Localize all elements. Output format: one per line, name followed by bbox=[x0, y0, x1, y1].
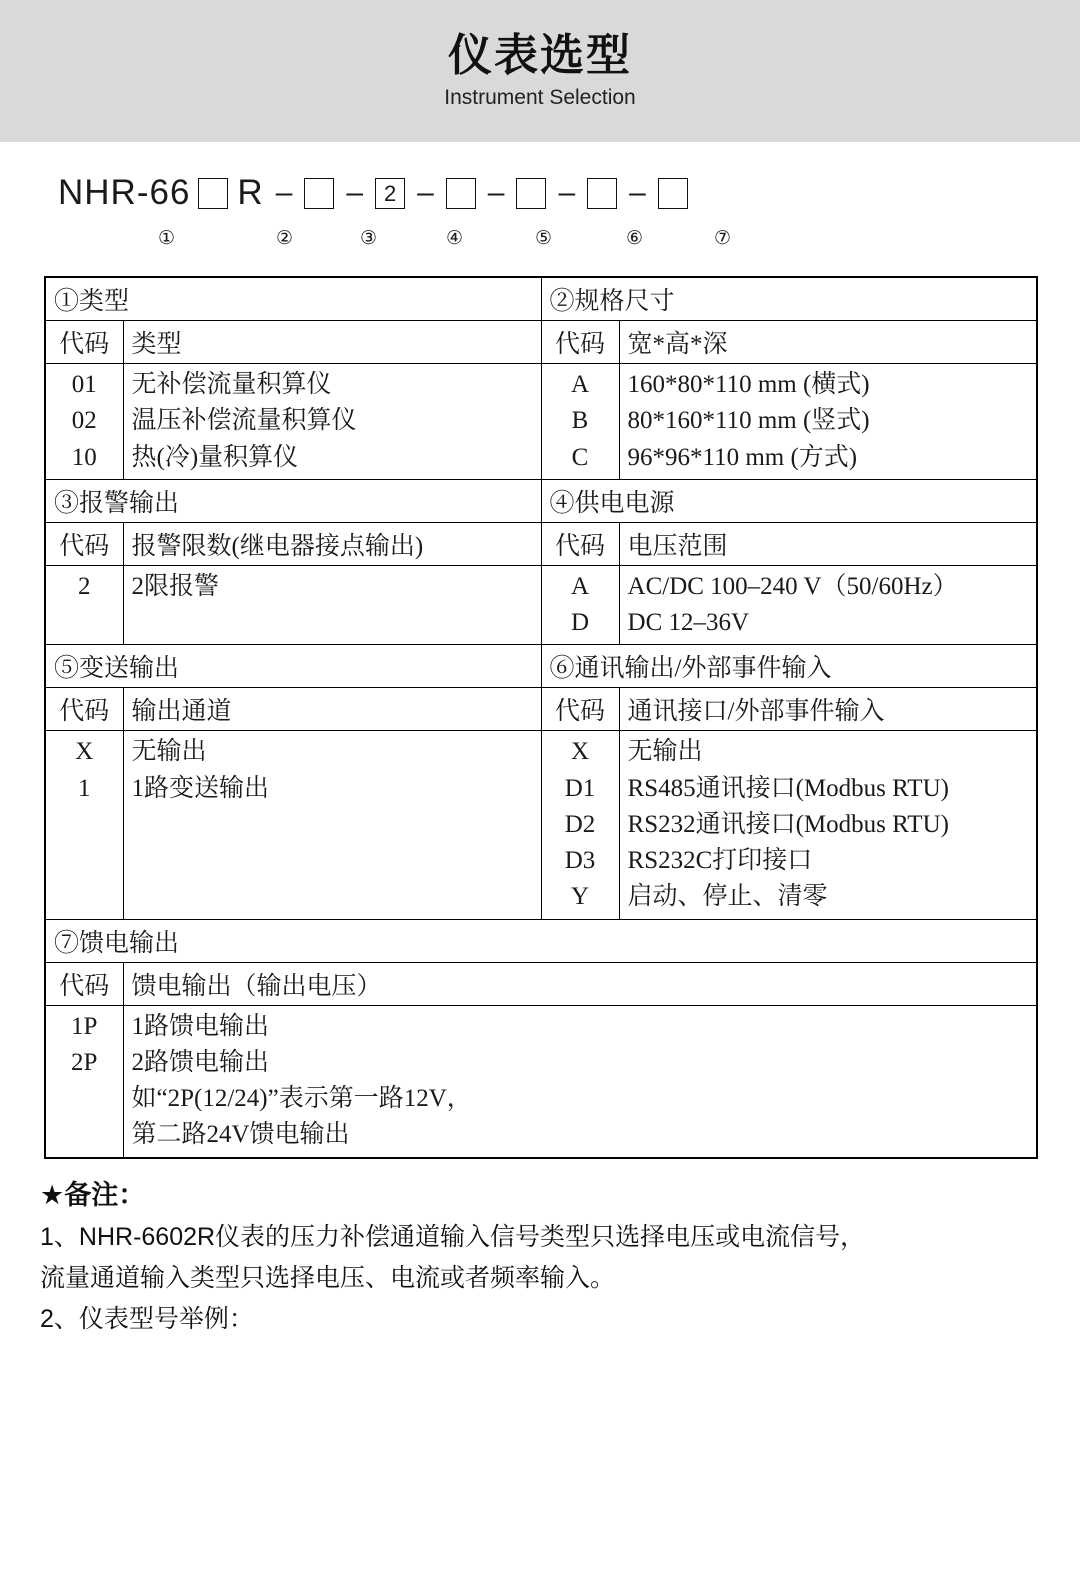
s7-code-header: 代码 bbox=[45, 962, 123, 1005]
table-row bbox=[45, 919, 1037, 962]
page-subtitle: Instrument Selection bbox=[444, 86, 636, 110]
s3-code-header: 代码 bbox=[45, 522, 123, 565]
dash-3: – bbox=[417, 176, 434, 209]
s4-codes bbox=[541, 565, 619, 645]
section-heading-5: ⑤变送输出 bbox=[45, 645, 541, 688]
s5-value-header: 输出通道 bbox=[123, 688, 541, 731]
model-code-row bbox=[58, 166, 1080, 220]
table-row bbox=[45, 962, 1037, 1005]
marker-2: ② bbox=[276, 228, 294, 249]
s1-code-0: 01 bbox=[71, 371, 97, 398]
s7-code-1: 2P bbox=[71, 1048, 98, 1076]
s3-value-0: 2限报警 bbox=[131, 572, 220, 600]
table-row bbox=[45, 731, 1037, 919]
section-heading-7: ⑦馈电输出 bbox=[45, 919, 1037, 962]
selection-table bbox=[44, 276, 1038, 1159]
s5-value-1: 1路变送输出 bbox=[131, 774, 270, 802]
notes-title: ★备注： bbox=[40, 1179, 146, 1210]
code-box-7[interactable] bbox=[658, 178, 688, 209]
s2-value-2: 96*96*110 mm (方式) bbox=[627, 443, 858, 471]
table-row bbox=[45, 645, 1037, 688]
marker-7: ⑦ bbox=[714, 228, 732, 249]
s3-value-header: 报警限数(继电器接点输出) bbox=[123, 522, 541, 565]
s2-value-1: 80*160*110 mm (竖式) bbox=[627, 407, 870, 435]
s6-value-1: RS485通讯接口(Modbus RTU) bbox=[627, 774, 949, 802]
s6-code-0: X bbox=[570, 738, 590, 766]
dash-4: – bbox=[487, 176, 505, 209]
s4-value-header: 电压范围 bbox=[619, 522, 1037, 565]
code-box-5[interactable] bbox=[516, 178, 546, 209]
s7-value-0: 1路馈电输出 bbox=[131, 1012, 270, 1040]
code-box-4[interactable] bbox=[446, 178, 476, 209]
table-row bbox=[45, 522, 1037, 565]
s5-code-1: 1 bbox=[78, 774, 91, 802]
section-heading-6: ⑥通讯输出/外部事件输入 bbox=[541, 645, 1037, 688]
s2-value-0: 160*80*110 mm (横式) bbox=[627, 371, 870, 398]
table-row bbox=[45, 565, 1037, 645]
s2-code-1: B bbox=[571, 407, 589, 435]
table-row bbox=[45, 479, 1037, 522]
marker-5: ⑤ bbox=[535, 228, 553, 249]
s7-extra-line-1: 如“2P(12/24)”表示第一路12V， bbox=[131, 1085, 472, 1112]
s1-value-1: 温压补偿流量积算仪 bbox=[131, 407, 357, 435]
s5-values bbox=[123, 731, 541, 919]
s1-value-2: 热(冷)量积算仪 bbox=[131, 443, 299, 471]
s7-value-1: 2路馈电输出 bbox=[131, 1048, 270, 1076]
dash-2: – bbox=[346, 176, 364, 209]
s2-value-header: 宽*高*深 bbox=[619, 321, 1037, 364]
table-row bbox=[45, 1005, 1037, 1158]
s7-codes bbox=[45, 1005, 123, 1158]
s6-code-2: D2 bbox=[564, 810, 596, 838]
table-row bbox=[45, 321, 1037, 364]
s7-code-0: 1P bbox=[71, 1012, 98, 1040]
s6-value-0: 无输出 bbox=[627, 738, 703, 766]
s6-code-1: D1 bbox=[564, 774, 596, 802]
code-box-3[interactable]: 2 bbox=[375, 178, 405, 209]
s5-codes bbox=[45, 731, 123, 919]
s5-code-0: X bbox=[75, 738, 94, 766]
s4-code-header: 代码 bbox=[541, 522, 619, 565]
s3-codes bbox=[45, 565, 123, 645]
table-row bbox=[45, 277, 1037, 321]
s7-value-header: 馈电输出（输出电压） bbox=[123, 962, 1037, 1005]
dash-1: – bbox=[275, 176, 293, 209]
s6-value-3: RS232C打印接口 bbox=[627, 847, 813, 874]
note-1-line-2: 流量通道输入类型只选择电压、电流或者频率输入。 bbox=[40, 1264, 616, 1293]
s3-code-0: 2 bbox=[78, 572, 91, 600]
note-1-line-1: 1、NHR-6602R仪表的压力补偿通道输入信号类型只选择电压或电流信号， bbox=[40, 1223, 866, 1252]
marker-1: ① bbox=[158, 228, 176, 249]
s1-codes bbox=[45, 364, 123, 480]
s5-value-0: 无输出 bbox=[131, 738, 207, 766]
s1-code-2: 10 bbox=[71, 443, 97, 471]
dash-6: – bbox=[629, 176, 646, 209]
section-heading-4: ④供电电源 bbox=[541, 479, 1037, 522]
page-title: 仪表选型 bbox=[448, 30, 632, 80]
notes-section bbox=[40, 1175, 1040, 1339]
marker-6: ⑥ bbox=[626, 228, 644, 249]
marker-3: ③ bbox=[360, 228, 378, 249]
s4-value-1: DC 12–36V bbox=[627, 609, 750, 636]
section-heading-2: ②规格尺寸 bbox=[541, 277, 1037, 321]
s6-values bbox=[619, 731, 1037, 919]
s7-extra-line-2: 第二路24V馈电输出 bbox=[131, 1121, 350, 1149]
section-heading-3: ③报警输出 bbox=[45, 479, 541, 522]
s4-value-0: AC/DC 100–240 V（50/60Hz） bbox=[627, 572, 958, 600]
s4-code-0: A bbox=[570, 572, 590, 600]
s2-values bbox=[619, 364, 1037, 480]
code-box-2[interactable] bbox=[304, 178, 334, 209]
s6-code-4: Y bbox=[570, 883, 590, 911]
s4-code-1: D bbox=[570, 609, 590, 636]
s1-value-0: 无补偿流量积算仪 bbox=[131, 371, 332, 398]
note-2: 2、仪表型号举例： bbox=[40, 1304, 254, 1333]
section-heading-1: ①类型 bbox=[45, 277, 541, 321]
dash-5: – bbox=[558, 176, 576, 209]
s6-code-header: 代码 bbox=[541, 688, 619, 731]
s2-code-2: C bbox=[571, 443, 589, 471]
code-box-6[interactable] bbox=[587, 178, 617, 209]
s2-code-0: A bbox=[570, 371, 590, 398]
s2-code-header: 代码 bbox=[541, 321, 619, 364]
s6-codes bbox=[541, 731, 619, 919]
table-row bbox=[45, 364, 1037, 480]
s6-value-header: 通讯接口/外部事件输入 bbox=[619, 688, 1037, 731]
model-prefix: NHR-66 bbox=[58, 173, 191, 212]
s6-value-4: 启动、停止、清零 bbox=[627, 883, 828, 911]
s1-code-header: 代码 bbox=[45, 321, 123, 364]
s1-code-1: 02 bbox=[71, 407, 97, 435]
s6-value-2: RS232通讯接口(Modbus RTU) bbox=[627, 810, 949, 838]
s3-values bbox=[123, 565, 541, 645]
s5-code-header: 代码 bbox=[45, 688, 123, 731]
s4-values bbox=[619, 565, 1037, 645]
s7-values bbox=[123, 1005, 1037, 1158]
s1-value-header: 类型 bbox=[123, 321, 541, 364]
table-row bbox=[45, 688, 1037, 731]
code-box-1[interactable] bbox=[198, 178, 228, 209]
marker-4: ④ bbox=[446, 228, 464, 249]
model-code-diagram bbox=[0, 166, 1080, 262]
page-header-banner bbox=[0, 0, 1080, 142]
model-letter-r: R bbox=[237, 173, 263, 212]
s1-values bbox=[123, 364, 541, 480]
s6-code-3: D3 bbox=[564, 847, 596, 874]
s2-codes bbox=[541, 364, 619, 480]
